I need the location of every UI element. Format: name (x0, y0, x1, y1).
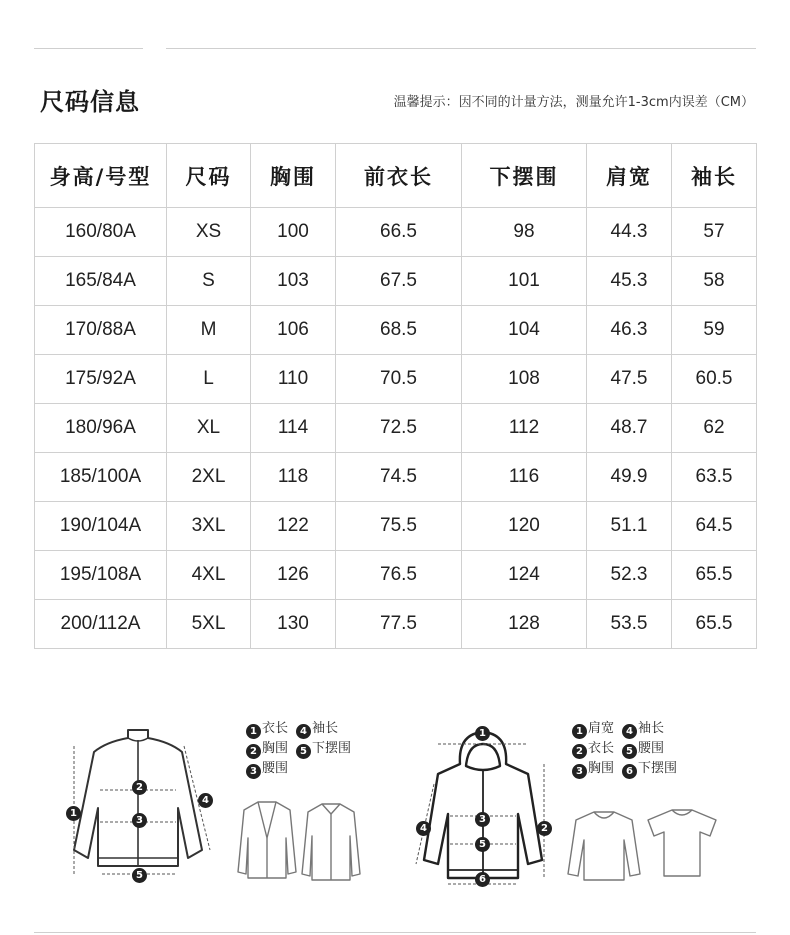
legend-num: 2 (572, 744, 587, 759)
table-row (35, 600, 757, 649)
table-cell: 60.5 (672, 355, 757, 404)
table-row (35, 551, 757, 600)
marker-6: 6 (475, 872, 490, 887)
table-cell: 57 (672, 208, 757, 257)
legend-num: 1 (246, 724, 261, 739)
legend-label: 胸围 (588, 761, 615, 776)
table-cell: XS (167, 208, 251, 257)
table-cell: 130 (251, 600, 336, 649)
table-cell: 122 (251, 502, 336, 551)
col-header-shoulder: 肩宽 (587, 144, 672, 208)
marker-3: 3 (475, 812, 490, 827)
legend-label: 衣长 (588, 741, 615, 756)
col-header-height-type: 身高/号型 (35, 144, 167, 208)
jacket-icon (60, 728, 235, 893)
table-cell: 59 (672, 306, 757, 355)
measurement-tip: 温馨提示：因不同的计量方法，测量允许1-3cm内误差（CM） (393, 95, 754, 110)
table-cell: 51.1 (587, 502, 672, 551)
table-row (35, 502, 757, 551)
top-divider-right (166, 48, 756, 49)
table-cell: 65.5 (672, 600, 757, 649)
table-cell: 68.5 (336, 306, 462, 355)
legend-left (246, 719, 351, 779)
table-cell: 108 (462, 355, 587, 404)
table-cell: 128 (462, 600, 587, 649)
table-cell: 47.5 (587, 355, 672, 404)
table-cell: 200/112A (35, 600, 167, 649)
page-title: 尺码信息 (40, 88, 140, 116)
legend-label: 袖长 (312, 721, 339, 736)
table-row (35, 306, 757, 355)
legend-label: 下摆围 (312, 741, 352, 756)
legend-label: 胸围 (262, 741, 289, 756)
table-row (35, 404, 757, 453)
marker-5: 5 (475, 837, 490, 852)
table-cell: 110 (251, 355, 336, 404)
table-cell: 106 (251, 306, 336, 355)
legend-num: 5 (296, 744, 311, 759)
table-cell: 77.5 (336, 600, 462, 649)
marker-3: 3 (132, 813, 147, 828)
hoodie-icon (408, 724, 558, 894)
table-cell: 104 (462, 306, 587, 355)
table-cell: 76.5 (336, 551, 462, 600)
top-divider-left (34, 48, 143, 49)
legend-label: 下摆围 (638, 761, 678, 776)
table-row (35, 208, 757, 257)
marker-4: 4 (198, 793, 213, 808)
table-row (35, 257, 757, 306)
col-header-sleeve: 袖长 (672, 144, 757, 208)
tshirt-icon (646, 806, 718, 880)
table-cell: 124 (462, 551, 587, 600)
table-cell: 70.5 (336, 355, 462, 404)
marker-2: 2 (537, 821, 552, 836)
legend-label: 肩宽 (588, 721, 615, 736)
table-cell: 165/84A (35, 257, 167, 306)
shirt-icon (300, 800, 362, 882)
table-row (35, 355, 757, 404)
table-cell: 67.5 (336, 257, 462, 306)
marker-1: 1 (475, 726, 490, 741)
table-cell: 2XL (167, 453, 251, 502)
table-cell: 64.5 (672, 502, 757, 551)
table-cell: 3XL (167, 502, 251, 551)
table-cell: 74.5 (336, 453, 462, 502)
table-cell: 116 (462, 453, 587, 502)
table-cell: 100 (251, 208, 336, 257)
blazer-icon (236, 798, 298, 880)
legend-num: 2 (246, 744, 261, 759)
table-cell: 101 (462, 257, 587, 306)
table-cell: 4XL (167, 551, 251, 600)
table-cell: 66.5 (336, 208, 462, 257)
col-header-front-length: 前衣长 (336, 144, 462, 208)
legend-num: 1 (572, 724, 587, 739)
legend-num: 3 (246, 764, 261, 779)
col-header-size: 尺码 (167, 144, 251, 208)
table-cell: 49.9 (587, 453, 672, 502)
col-header-chest: 胸围 (251, 144, 336, 208)
table-cell: 72.5 (336, 404, 462, 453)
legend-num: 4 (296, 724, 311, 739)
table-cell: 52.3 (587, 551, 672, 600)
table-cell: 126 (251, 551, 336, 600)
bottom-divider (34, 932, 756, 933)
table-cell: 53.5 (587, 600, 672, 649)
table-cell: 175/92A (35, 355, 167, 404)
sweater-icon (566, 808, 642, 882)
legend-label: 腰围 (262, 761, 289, 776)
table-cell: 195/108A (35, 551, 167, 600)
legend-num: 6 (622, 764, 637, 779)
table-cell: 185/100A (35, 453, 167, 502)
table-cell: M (167, 306, 251, 355)
table-cell: 160/80A (35, 208, 167, 257)
legend-label: 衣长 (262, 721, 289, 736)
table-cell: 112 (462, 404, 587, 453)
table-cell: 44.3 (587, 208, 672, 257)
legend-num: 4 (622, 724, 637, 739)
table-cell: 180/96A (35, 404, 167, 453)
marker-5: 5 (132, 868, 147, 883)
table-cell: XL (167, 404, 251, 453)
legend-label: 腰围 (638, 741, 665, 756)
marker-4: 4 (416, 821, 431, 836)
table-cell: 98 (462, 208, 587, 257)
table-cell: S (167, 257, 251, 306)
table-cell: 120 (462, 502, 587, 551)
table-header-row (35, 144, 757, 208)
table-cell: 48.7 (587, 404, 672, 453)
table-cell: 63.5 (672, 453, 757, 502)
table-cell: 65.5 (672, 551, 757, 600)
table-cell: 58 (672, 257, 757, 306)
marker-2: 2 (132, 780, 147, 795)
legend-num: 3 (572, 764, 587, 779)
table-cell: 5XL (167, 600, 251, 649)
legend-label: 袖长 (638, 721, 665, 736)
size-chart-table (34, 143, 757, 649)
table-cell: 114 (251, 404, 336, 453)
table-cell: 45.3 (587, 257, 672, 306)
table-cell: 118 (251, 453, 336, 502)
col-header-hem: 下摆围 (462, 144, 587, 208)
legend-num: 5 (622, 744, 637, 759)
marker-1: 1 (66, 806, 81, 821)
table-cell: 75.5 (336, 502, 462, 551)
table-cell: 62 (672, 404, 757, 453)
legend-right (572, 719, 677, 779)
table-row (35, 453, 757, 502)
table-cell: 190/104A (35, 502, 167, 551)
table-cell: L (167, 355, 251, 404)
table-cell: 170/88A (35, 306, 167, 355)
table-cell: 103 (251, 257, 336, 306)
table-cell: 46.3 (587, 306, 672, 355)
